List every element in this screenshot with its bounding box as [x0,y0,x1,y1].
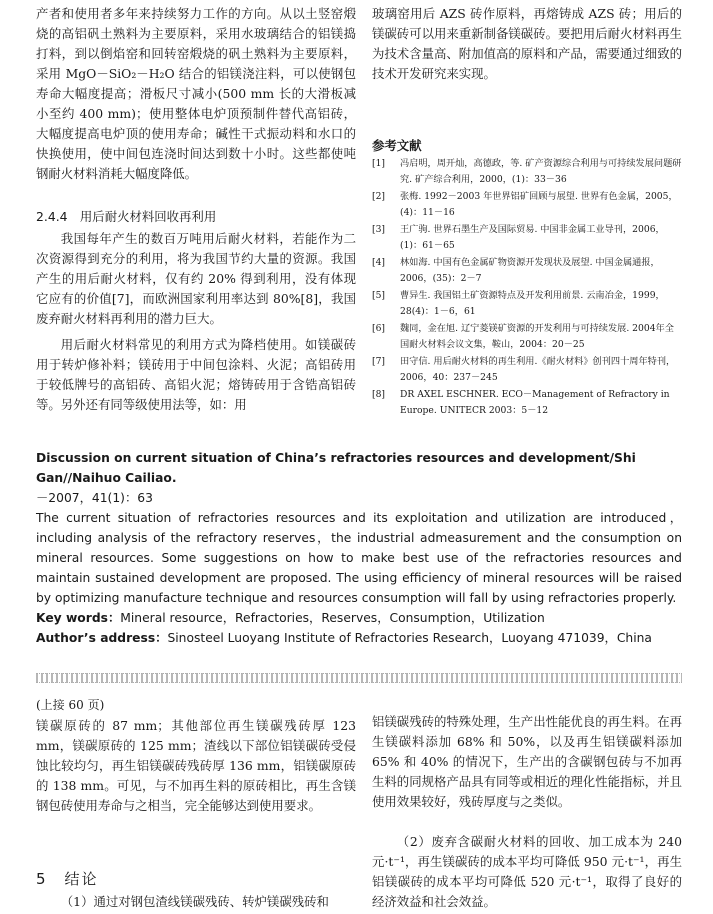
reference-item [372,255,682,287]
body-paragraph: 产者和使用者多年来持续努力工作的方向。从以土竖窑煅烧的高铝矾土熟料为主要原料，采用水玻璃结合的铝镁捣打料，到以倒焰窑和回转窑煅烧的矾土熟料为主要原料，采用 MgO－SiO₂－H₂O 结合的铝镁浇注料，可以使钢包寿命大幅度提高；滑板尺寸减小(500 mm 长的大滑板减小至约 400 mm)；使用整体电炉顶预制件替代高铝砖，大幅度提高电炉顶的使用寿命；碱性干式振动料和水口的快换使用，使中间包连浇时间达到数十小时。这些都使吨钢耐火材料消耗大幅度降低。 [36,6,356,181]
reference-text: 曹异生. 我国铝土矿资源特点及开发利用前景. 云南冶金，1999，28(4)：1－6，61 [400,290,665,317]
references-title: 参考文献 [372,138,422,153]
body-paragraph: 玻璃窑用后 AZS 砖作原料，再熔铸成 AZS 砖；用后的镁碳砖可以用来重新制备镁碳砖。要把用后耐火材料再生为技术含量高、附加值高的原料和产品，需要通过细致的技术开发研究来实现。 [372,6,682,81]
reference-list [372,156,682,419]
reference-item [372,222,682,254]
keywords-line [36,608,682,628]
reference-text: 王广驹. 世界石墨生产及国际贸易. 中国非金属工业导刊，2006，(1)：61－65 [400,224,665,251]
reference-item [372,189,682,221]
lower-right-column [372,712,682,912]
body-paragraph: 我国每年产生的数百万吨用后耐火材料，若能作为二次资源得到充分的利用，将为我国节约大量的资源。我国产生的用后耐火材料，仅有约 20% 得到利用，没有体现它应有的价值[7]，而欧洲国家利用率达到 80%[8]，我国废弃耐火材料再利用的潜力巨大。 [36,231,356,326]
reference-item [372,156,682,188]
address-label: Author’s address： [36,631,168,645]
reference-text: 冯启明，周开灿，高德政，等. 矿产资源综合利用与可持续发展问题研究. 矿产综合利用，2000，(1)：33－36 [400,158,682,185]
reference-number: [8] [372,389,386,400]
reference-text: 魏同，金在旭. 辽宁菱镁矿资源的开发利用与可持续发展. 2004年全国耐火材料会议文集，鞍山，2004：20－25 [400,323,674,350]
english-abstract [36,448,682,648]
reference-item [372,354,682,386]
reference-text: DR AXEL ESCHNER. ECO－Management of Refractory in Europe. UNITECR 2003：5－12 [400,389,670,416]
keywords-label: Key words： [36,611,121,625]
keywords-text: Mineral resource，Refractories，Reserves，Consumption，Utilization [120,611,545,625]
body-paragraph: （1）通过对钢包渣线镁碳残砖、转炉镁碳残砖和 [60,894,329,909]
upper-left-column [36,4,356,415]
body-paragraph: （2）废弃含碳耐火材料的回收、加工成本为 240 元·t⁻¹，再生镁碳砖的成本平均可降低 950 元·t⁻¹，再生铝镁碳砖的成本平均可降低 520 元·t⁻¹，取得了良好的经济效益和社会效益。 [372,834,682,909]
continued-from-note: (上接 60 页) [36,698,105,712]
reference-number: [2] [372,191,386,202]
abstract-title: Discussion on current situation of China’s refractories resources and development/Shi Gan//Naihuo Cailiao. [36,451,636,485]
reference-item [372,387,682,419]
body-paragraph: 镁碳原砖的 87 mm；其他部位再生镁碳残砖厚 123 mm，镁碳原砖的 125 mm；渣线以下部位铝镁碳砖受侵蚀比较均匀，再生铝镁碳砖残砖厚 136 mm，铝镁碳原砖的 138 mm。可见，与不加再生料的原砖相比，再生含镁钢包砖使用寿命与之相当，完全能够达到使用要求。 [36,718,356,813]
reference-number: [1] [372,158,386,169]
reference-item [372,288,682,320]
lower-left-column [36,716,356,856]
reference-number: [5] [372,290,386,301]
reference-number: [4] [372,257,386,268]
section-divider [36,673,682,683]
body-paragraph: 铝镁碳残砖的特殊处理，生产出性能优良的再生料。在再生镁碳料添加 68% 和 50%，以及再生铝镁碳料添加 65% 和 40% 的情况下，生产出的含碳钢包砖与不加再生料的同规格产品具有同等或相近的理化性能指标，并且使用效果较好，残砖厚度与之类似。 [372,714,682,809]
address-text: Sinosteel Luoyang Institute of Refractories Research，Luoyang 471039，China [167,631,652,645]
section-heading: 2.4.4 用后耐火材料回收再利用 [36,209,217,224]
chapter-heading: 5 结论 [36,870,99,888]
reference-text: 田守信. 用后耐火材料的再生利用.《耐火材料》创刊四十周年特刊，2006，40：237－245 [400,356,676,383]
reference-text: 张梅. 1992－2003 年世界铝矿回顾与展望. 世界有色金属，2005，(4)：11－16 [400,191,678,218]
abstract-citation: －2007，41(1)：63 [36,491,153,505]
abstract-body: The current situation of refractories resources and its exploitation and utilization are introduced，including analysis of the refractory reserves，the industrial admeasurement and the consumption on mineral resources. Some suggestions on how to make best use of the refractories resources and maintain sustained development are proposed. The using efficiency of mineral resources will be raised by optimizing manufacture technique and resources consumption will fall by using refractories properly. [36,511,682,605]
body-paragraph: 用后耐火材料常见的利用方式为降档使用。如镁碳砖用于转炉修补料；镁砖用于中间包涂料、火泥；高铝砖用于较低牌号的高铝砖、高铝火泥；熔铸砖用于含锆高铝砖等。另外还有同等级使用法等，如：用 [36,337,356,412]
address-line [36,628,682,648]
upper-right-column [372,4,682,420]
reference-number: [6] [372,323,386,334]
reference-number: [7] [372,356,386,367]
reference-item [372,321,682,353]
lower-left-column-tail [36,892,356,912]
reference-text: 林如海. 中国有色金属矿物资源开发现状及展望. 中国金属通报，2006，(35)：2－7 [400,257,660,284]
reference-number: [3] [372,224,386,235]
